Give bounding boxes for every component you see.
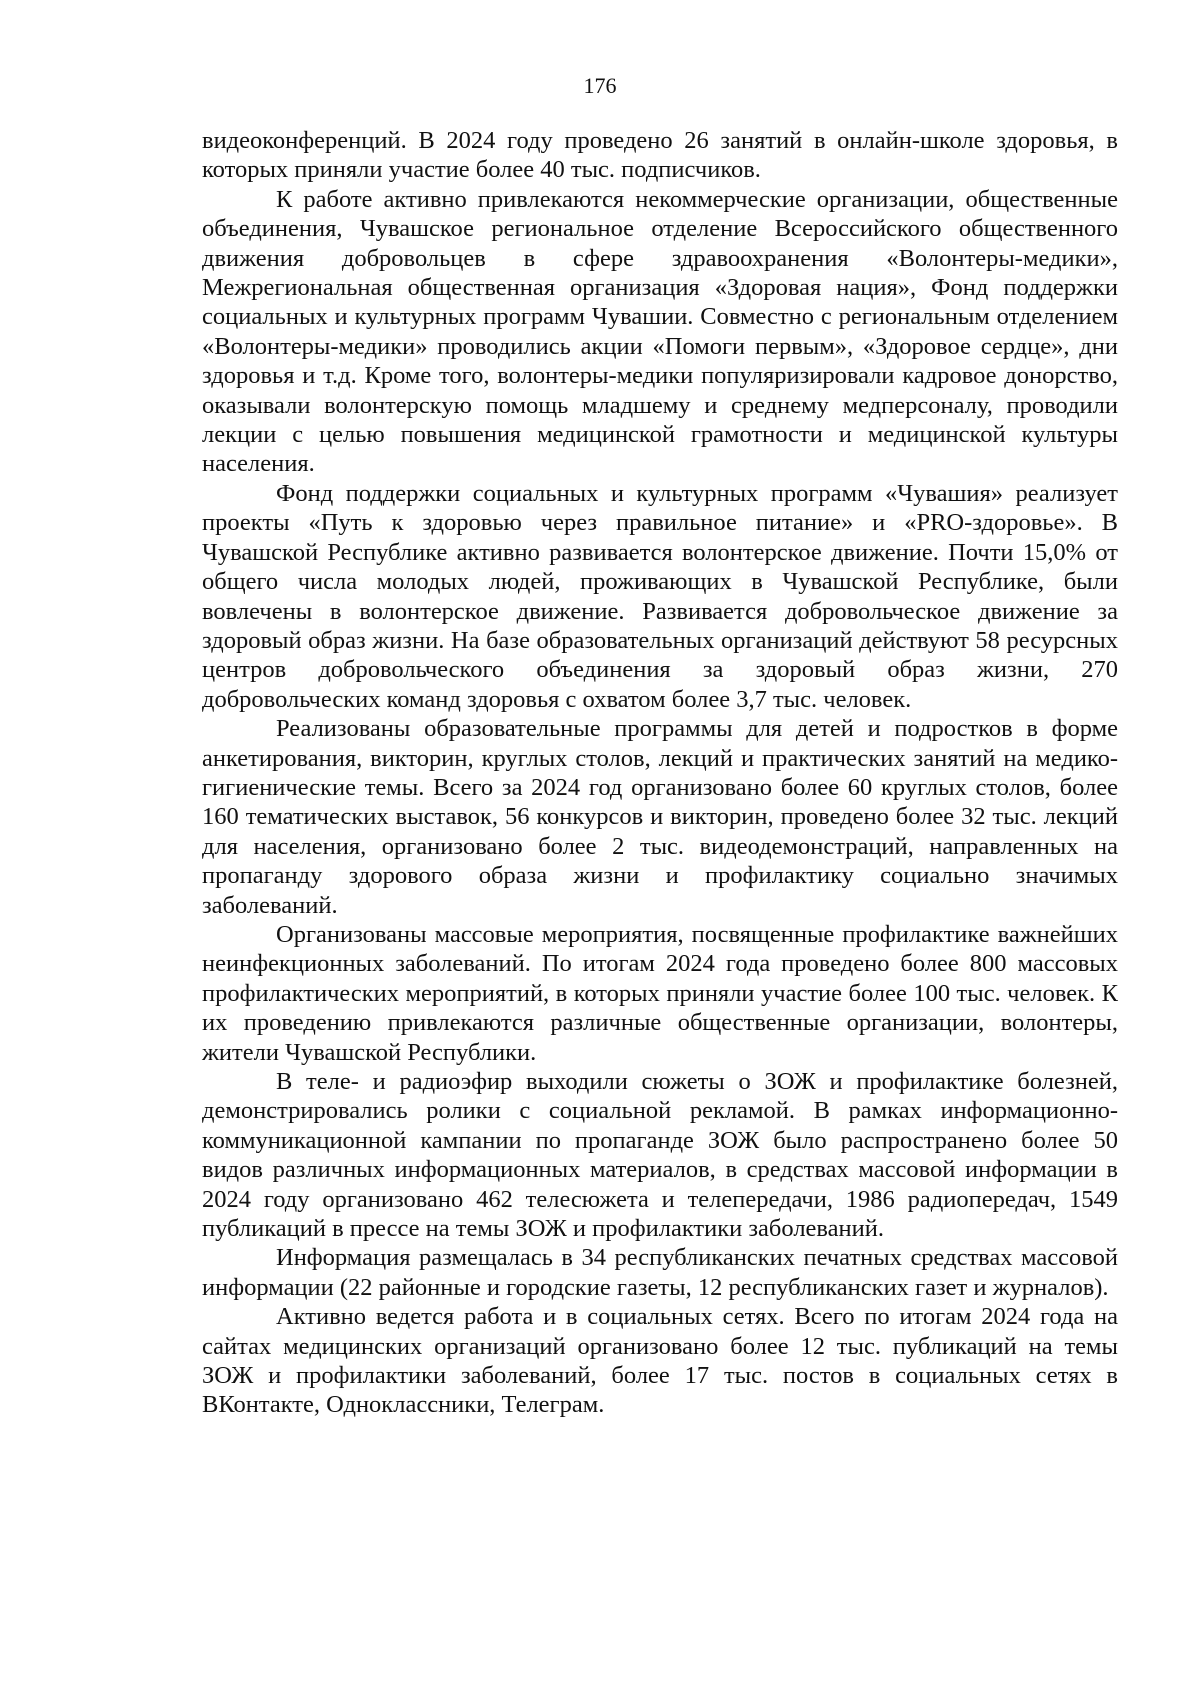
paragraph-mass-events: Организованы массовые мероприятия, посвященные профилактике важнейших неинфекционных заболеваний. По итогам 2024 года проведено более 800 массовых профилактических мероприятий, в которых приняли участие более 100 тыс. человек. К их проведению привлекаются различные общественные организации, волонтеры, жители Чувашской Республики.: [202, 920, 1118, 1066]
body-text: [202, 126, 1118, 1420]
paragraph-print-media: Информация размещалась в 34 республиканских печатных средствах массовой информации (22 районные и городские газеты, 12 республиканских газет и журналов).: [202, 1244, 1118, 1301]
paragraph-ngo-involvement: К работе активно привлекаются некоммерческие организации, общественные объединения, Чувашское региональное отделение Всероссийского общественного движения добровольцев в сфере здравоохранения «Волонтеры-медики», Межрегиональная общественная организация «Здоровая нация», Фонд поддержки социальных и культурных программ Чувашии. Совместно с региональным отделением «Волонтеры-медики» проводились акции «Помоги первым», «Здоровое сердце», дни здоровья и т.д. Кроме того, волонтеры-медики популяризировали кадровое донорство, оказывали волонтерскую помощь младшему и среднему медперсоналу, проводили лекции с целью повышения медицинской грамотности и медицинской культуры населения.: [202, 185, 1118, 478]
paragraph-educational-programs: Реализованы образовательные программы для детей и подростков в форме анкетирования, викторин, круглых столов, лекций и практических занятий на медико-гигиенические темы. Всего за 2024 год организовано более 60 круглых столов, более 160 тематических выставок, 56 конкурсов и викторин, проведено более 32 тыс. лекций для населения, организовано более 2 тыс. видеодемонстраций, направленных на пропаганду здорового образа жизни и профилактику социально значимых заболеваний.: [202, 715, 1118, 919]
paragraph-continuation: видеоконференций. В 2024 году проведено 26 занятий в онлайн-школе здоровья, в которых приняли участие более 40 тыс. подписчиков.: [202, 127, 1118, 184]
paragraph-social-networks: Активно ведется работа и в социальных сетях. Всего по итогам 2024 года на сайтах медицинских организаций организовано более 12 тыс. публикаций на темы ЗОЖ и профилактики заболеваний, более 17 тыс. постов в социальных сетях в ВКонтакте, Одноклассники, Телеграм.: [202, 1303, 1118, 1419]
paragraph-volunteer-movement: Фонд поддержки социальных и культурных программ «Чувашия» реализует проекты «Путь к здоровью через правильное питание» и «PRO-здоровье». В Чувашской Республике активно развивается волонтерское движение. Почти 15,0% от общего числа молодых людей, проживающих в Чувашской Республике, были вовлечены в волонтерское движение. Развивается добровольческое движение за здоровый образ жизни. На базе образовательных организаций действуют 58 ресурсных центров добровольческого объединения за здоровый образ жизни, 270 добровольческих команд здоровья с охватом более 3,7 тыс. человек.: [202, 479, 1118, 713]
page-number: 176: [583, 73, 617, 98]
paragraph-tv-radio: В теле- и радиоэфир выходили сюжеты о ЗОЖ и профилактике болезней, демонстрировались ролики с социальной рекламой. В рамках информационно-коммуникационной кампании по пропаганде ЗОЖ было распространено более 50 видов различных информационных материалов, в средствах массовой информации в 2024 году организовано 462 телесюжета и телепередачи, 1986 радиопередач, 1549 публикаций в прессе на темы ЗОЖ и профилактики заболеваний.: [202, 1068, 1118, 1243]
